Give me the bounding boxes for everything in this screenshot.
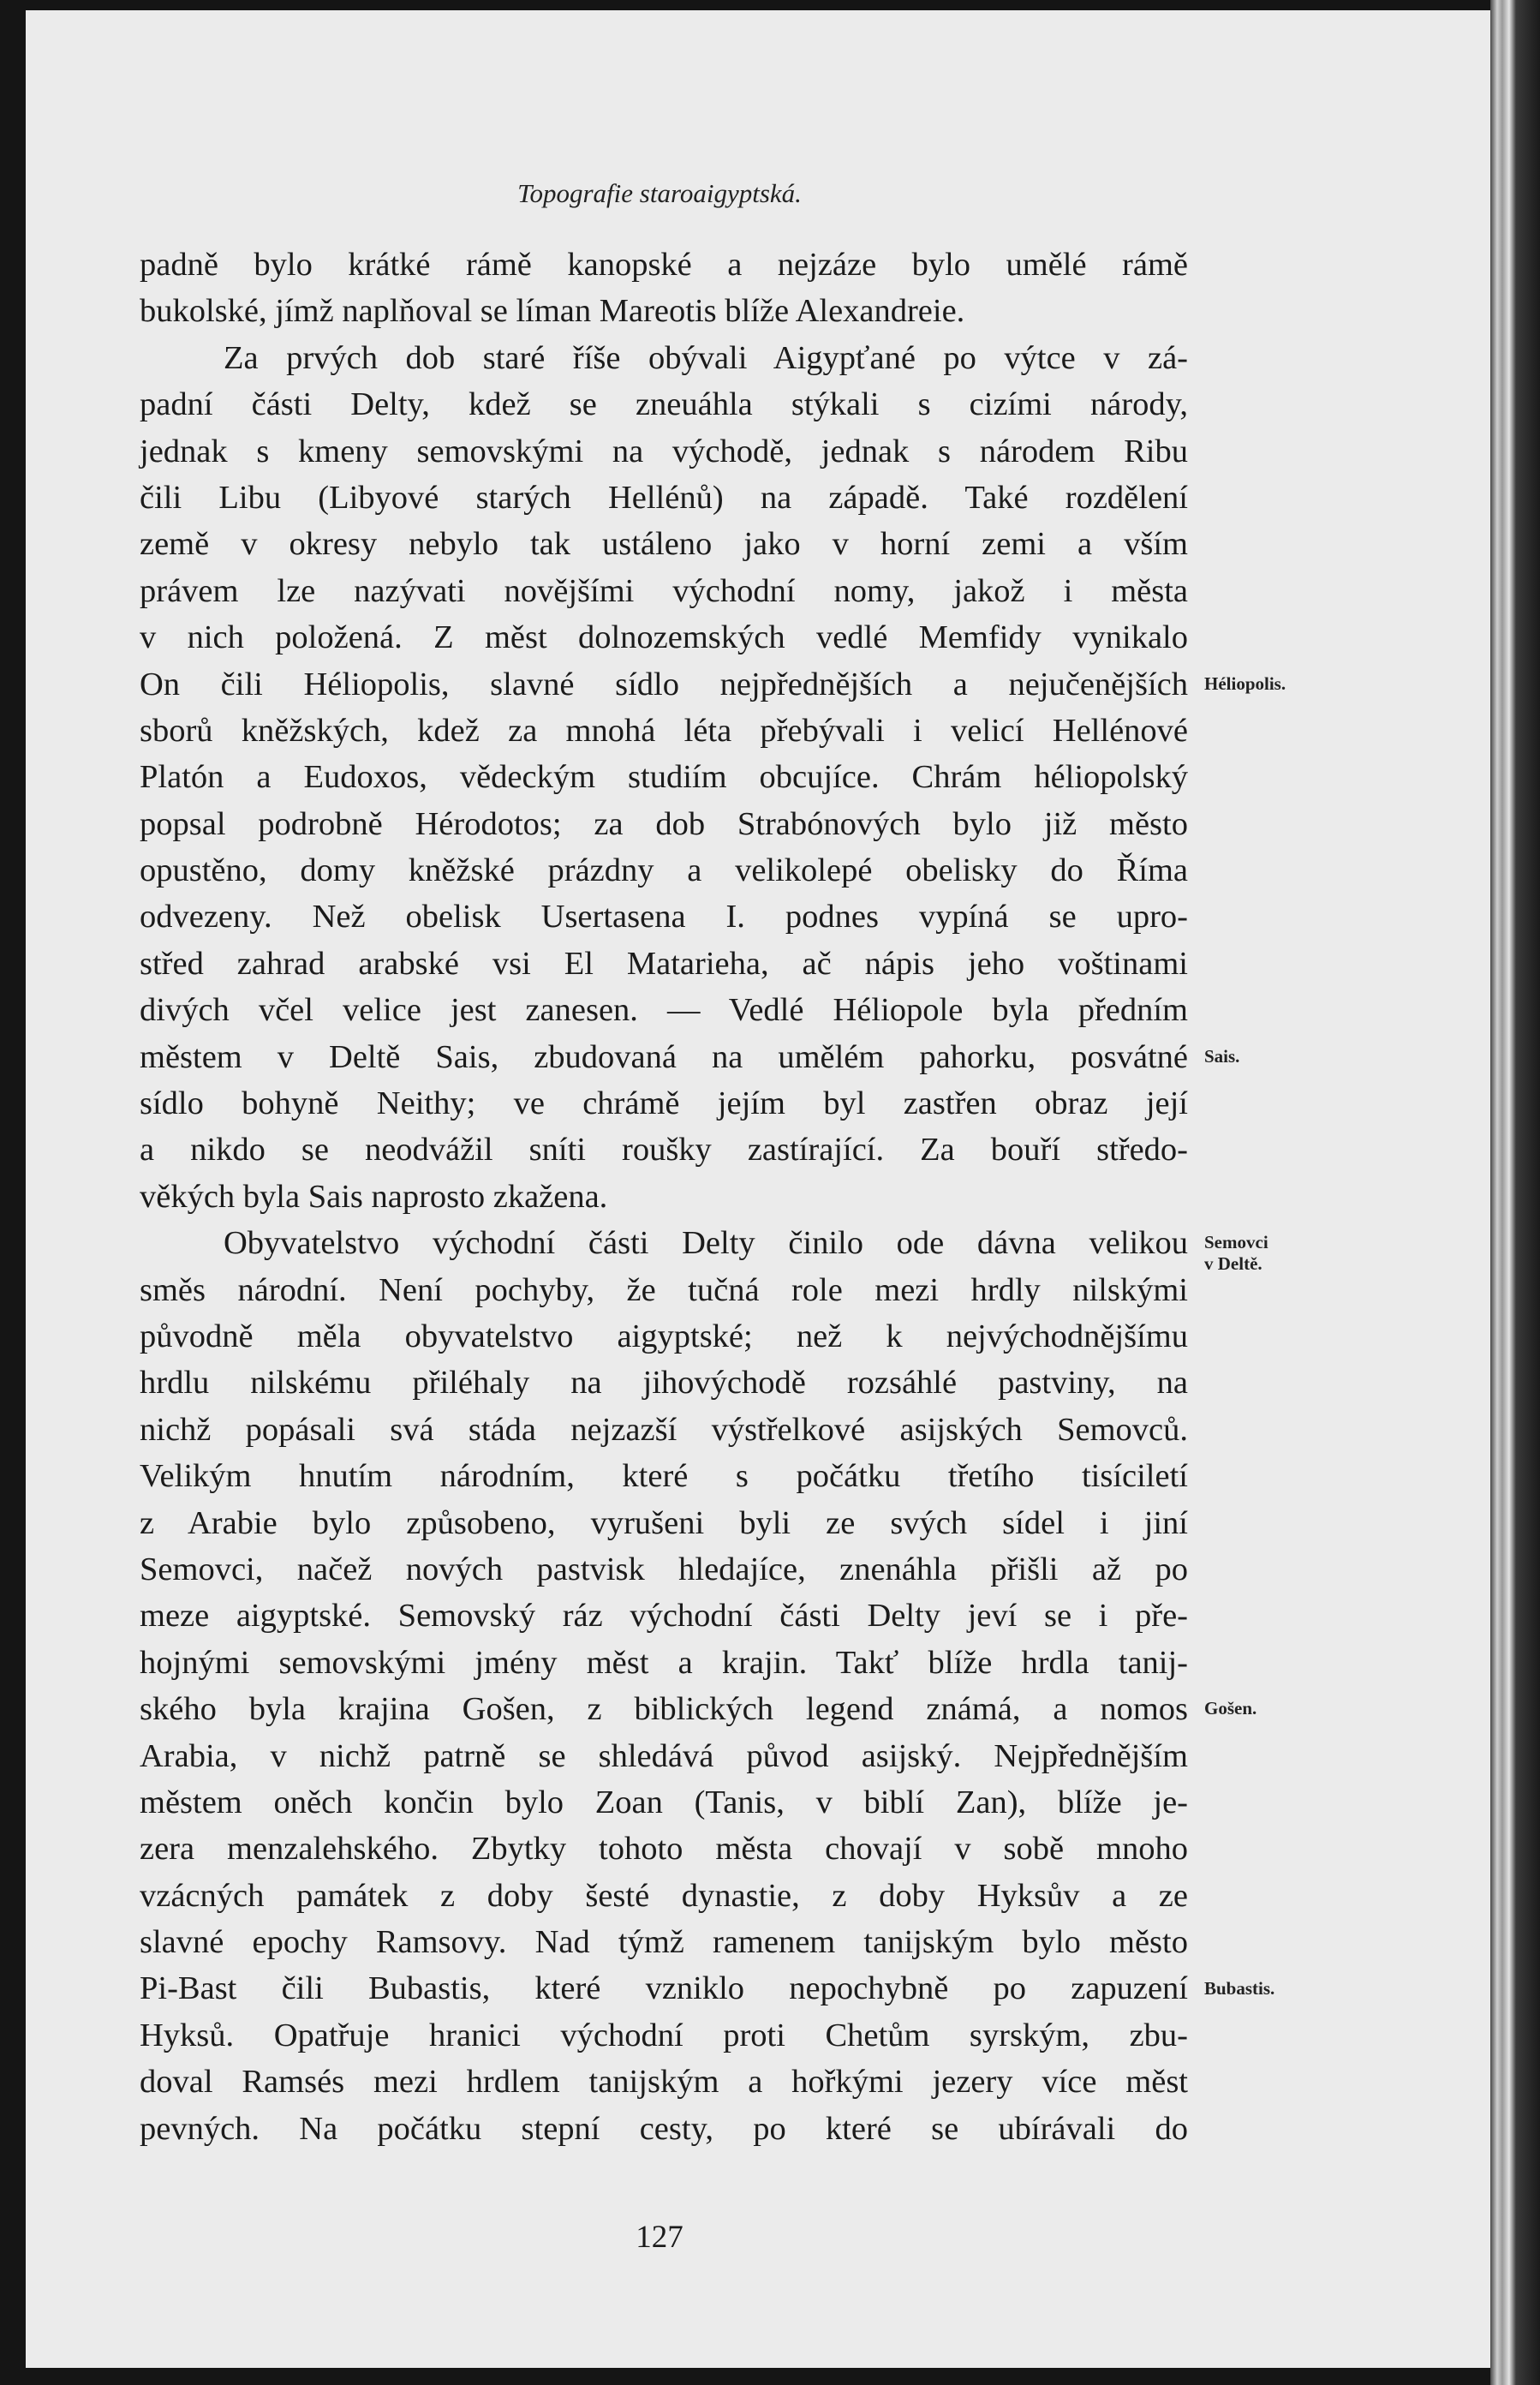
text-line: směs národní. Není pochyby, že tučná role mezi hrdly nilskými [140,1271,1188,1308]
text-line: ského byla krajina Gošen, z biblických legend známá, a nomos [140,1691,1188,1728]
margin-note: Gošen. [1204,1698,1257,1719]
margin-note: Semovci v Deltě. [1204,1232,1268,1275]
text-line: Obyvatelstvo východní části Delty činilo ode dávna velikou [224,1225,1188,1262]
text-line: z Arabie bylo způsobeno, vyrušeni byli ze svých sídel i jiní [140,1504,1188,1541]
text-line: střed zahrad arabské vsi El Matarieha, ač nápis jeho voštinami [140,945,1188,982]
text-line: padně bylo krátké rámě kanopské a nejzáze bylo umělé rámě [140,247,1188,283]
text-line: čili Libu (Libyové starých Hellénů) na západě. Také rozdělení [140,479,1188,516]
text-line: pevných. Na počátku stepní cesty, po které se ubírávali do [140,2110,1188,2147]
running-header: Topografie staroaigyptská. [517,178,802,208]
margin-note: Héliopolis. [1204,672,1286,694]
page-number: 127 [636,2220,683,2255]
text-line: slavné epochy Ramsovy. Nad týmž ramenem tanijským bylo město [140,1924,1188,1961]
text-line: vzácných památek z doby šesté dynastie, z doby Hyksův a ze [140,1877,1188,1914]
text-line: padní části Delty, kdež se zneuáhla stýkali s cizími národy, [140,386,1188,423]
text-line: meze aigyptské. Semovský ráz východní části Delty jeví se i pře- [140,1598,1188,1635]
text-line: On čili Héliopolis, slavné sídlo nejpřednějších a nejučenějších [140,666,1188,702]
text-line: popsal podrobně Hérodotos; za dob Strabónových bylo již město [140,805,1188,842]
text-line: divých včel velice jest zanesen. — Vedlé Héliopole byla předním [140,992,1188,1029]
text-line: jednak s kmeny semovskými na východě, jednak s národem Ribu [140,433,1188,469]
text-line: sborů kněžských, kdež za mnohá léta přebývali i velicí Hellénové [140,712,1188,749]
text-line: městem oněch končin bylo Zoan (Tanis, v biblí Zan), blíže je- [140,1784,1188,1820]
margin-note: Bubastis. [1204,1977,1275,1999]
text-line: hrdlu nilskému přiléhaly na jihovýchodě rozsáhlé pastviny, na [140,1365,1188,1402]
text-line: původně měla obyvatelstvo aigyptské; než k nejvýchodnějšímu [140,1318,1188,1354]
text-line: a nikdo se neodvážil sníti roušky zastírající. Za bouří středo- [140,1132,1188,1169]
text-line: Hyksů. Opatřuje hranici východní proti Chetům syrským, zbu- [140,2017,1188,2053]
text-line: právem lze nazývati novějšími východní nomy, jakož i města [140,572,1188,609]
text-line: nichž popásali svá stáda nejzazší výstřelkové asijských Semovců. [140,1411,1188,1448]
text-line: opustěno, domy kněžské prázdny a velikolepé obelisky do Říma [140,852,1188,889]
text-line: v nich položená. Z měst dolnozemských vedlé Memfidy vynikalo [140,619,1188,656]
text-line: odvezeny. Než obelisk Usertasena I. podnes vypíná se upro- [140,899,1188,935]
text-line: Semovci, načež nových pastvisk hledajíce, znenáhla přišli až po [140,1551,1188,1587]
text-line: Velikým hnutím národním, které s počátku třetího tisíciletí [140,1458,1188,1495]
text-line: věkých byla Sais naprosto zkažena. [140,1178,608,1215]
body-text [140,242,1188,2152]
text-line: Arabia, v nichž patrně se shledává původ asijský. Nejpřednějším [140,1737,1188,1774]
text-line: Platón a Eudoxos, vědeckým studiím obcujíce. Chrám héliopolský [140,759,1188,796]
text-line: bukolské, jímž naplňoval se líman Mareotis blíže Alexandreie. [140,293,965,330]
book-spine-edge [1490,0,1540,2385]
text-line: sídlo bohyně Neithy; ve chrámě jejím byl zastřen obraz její [140,1085,1188,1122]
text-line: Za prvých dob staré říše obývali Aigypťané po výtce v zá- [224,339,1188,376]
text-line: Pi-Bast čili Bubastis, které vzniklo nepochybně po zapuzení [140,1970,1188,2007]
text-line: země v okresy nebylo tak ustáleno jako v horní zemi a vším [140,526,1188,563]
text-line: zera menzalehského. Zbytky tohoto města chovají v sobě mnoho [140,1831,1188,1868]
text-line: městem v Deltě Sais, zbudovaná na umělém pahorku, posvátné [140,1038,1188,1075]
margin-note: Sais. [1204,1045,1240,1067]
text-line: doval Ramsés mezi hrdlem tanijským a hořkými jezery více měst [140,2064,1188,2101]
text-line: hojnými semovskými jmény měst a krajin. Takť blíže hrdla tanij- [140,1644,1188,1681]
book-page [26,10,1490,2368]
